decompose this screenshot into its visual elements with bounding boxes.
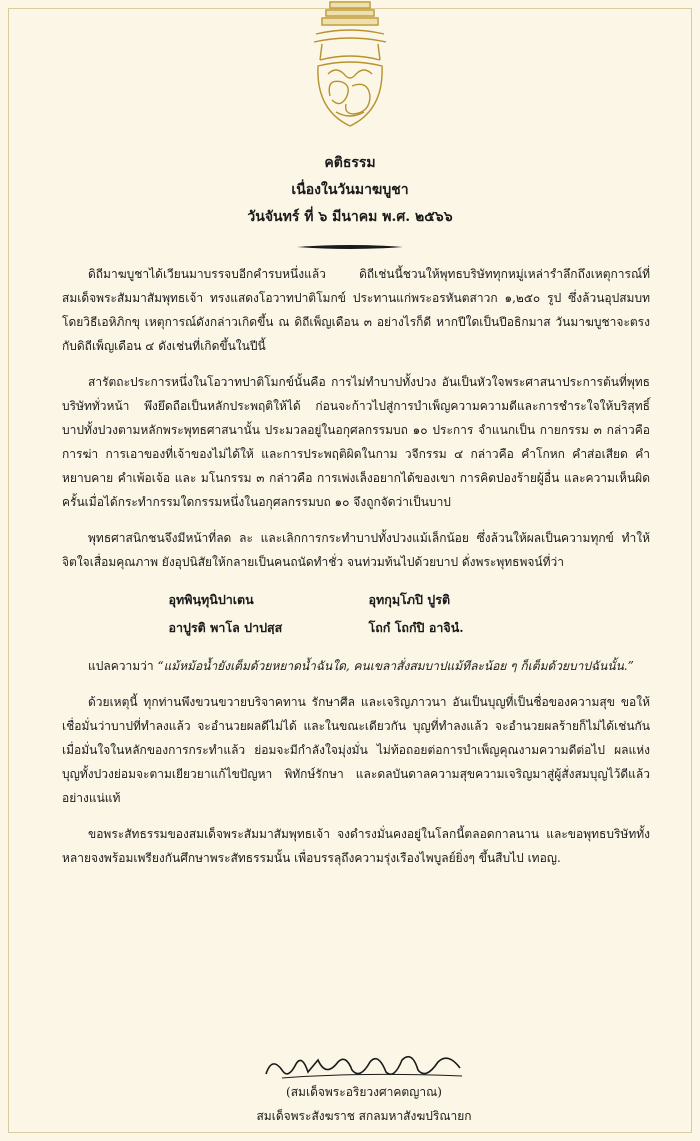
title-occasion: เนื่องในวันมาฆบูชา [291,182,409,198]
paragraph-5: ด้วยเหตุนี้ ทุกท่านพึงขวนขวายบริจาคทาน รักษาศีล และเจริญภาวนา อันเป็นบุญที่เป็นชื่อของความสุข ขอให้เชื่อมั่นว่าบาปที่ทำลงแล้ว จะอำนวยผลดีไม่ได้ และในขณะเดียวกัน บุญที่ทำลงแล้ว จะอำนวยผลร้ายก็ไม่ได้เช่นกัน เมื่อมั่นใจในหลักของการกระทำแล้ว ย่อมจะมีกำลังใจมุ่งมั่น ไม่ท้อถอยต่อการบำเพ็ญคุณงามความดีต่อไป ผลแห่งบุญทั้งปวงย่อมจะตามเยียวยาแก้ไขปัญหา พิทักษ์รักษา และดลบันดาลความสุขความเจริญมาสู่ผู้สั่งสมบุญไว้ดีแล้วอย่างแน่แท้ [62,695,650,805]
pali-verse [62,586,650,642]
verse-line-1 [62,586,650,614]
paragraph-1: ดิถีมาฆบูชาได้เวียนมาบรรจบอีกคำรบหนึ่งแล้ว ดิถีเช่นนี้ชวนให้พุทธบริษัททุกหมู่เหล่ารำลึกถึงเหตุการณ์ที่สมเด็จพระสัมมาสัมพุทธเจ้า ทรงแสดงโอวาทปาติโมกข์ ประทานแก่พระอรหันตสาวก ๑,๒๕๐ รูป ซึ่งล้วนอุปสมบทโดยวิธีเอหิภิกขุ เหตุการณ์ดังกล่าวเกิดขึ้น ณ ดิถีเพ็ญเดือน ๓ อย่างไรก็ดี หากปีใดเป็นปีอธิกมาส วันมาฆบูชาจะตรงกับดิถีเพ็ญเดือน ๔ ดังเช่นที่เกิดขึ้นในปีนี้ [62,267,650,353]
paragraph-translation [62,654,650,678]
verse-line-2b: โถกํ โถกํปิ อาจินํ. [368,620,464,635]
title-heading: คติธรรม [324,155,376,171]
title-date: วันจันทร์ ที่ ๖ มีนาคม พ.ศ. ๒๕๖๖ [247,209,453,225]
ornament-divider-icon [295,242,405,252]
paragraph-6: ขอพระสัทธรรมของสมเด็จพระสัมมาสัมพุทธเจ้า จงดำรงมั่นคงอยู่ในโลกนี้ตลอดกาลนาน และขอพุทธบริษัททั้งหลายจงพร้อมเพรียงกันศึกษาพระสัทธรรมนั้น เพื่อบรรลุถึงความรุ่งเรืองไพบูลย์ยิ่งๆ ขึ้นสืบไป เทอญ. [62,827,650,865]
paragraph-2: สารัตถะประการหนึ่งในโอวาทปาติโมกข์นั้นคือ การไม่ทำบาปทั้งปวง อันเป็นหัวใจพระศาสนาประการต้นที่พุทธบริษัททั่วหน้า พึงยึดถือเป็นหลักประพฤติให้ได้ ก่อนจะก้าวไปสู่การบำเพ็ญความความดีและการชำระใจให้บริสุทธิ์ บาปทั้งปวงตามหลักพระพุทธศาสนานั้น ประมวลอยู่ในอกุศลกรรมบถ ๑๐ ประการ จำแนกเป็น กายกรรม ๓ กล่าวคือการฆ่า การเอาของที่เจ้าของไม่ได้ให้ และการประพฤติผิดในกาม วจีกรรม ๔ กล่าวคือ คำโกหก คำส่อเสียด คำหยาบคาย คำเพ้อเจ้อ และ มโนกรรม ๓ กล่าวคือ การเพ่งเล็งอยากได้ของเขา การคิดปองร้ายผู้อื่น และความเห็นผิด ครั้นเมื่อได้กระทำกรรมใดกรรมหนึ่งในอกุศลกรรมบถ ๑๐ จึงถูกจัดว่าเป็นบาป [62,375,650,509]
handwritten-signature-icon [262,1050,472,1084]
signatory-name: (สมเด็จพระอริยวงศาคตญาณ) [286,1085,442,1099]
translation-prefix: แปลความว่า [88,659,154,673]
document-body [62,262,650,882]
verse-line-1a: อุทพินฺทุนิปาเตน [168,592,254,607]
verse-line-2 [62,614,650,642]
signatory-title: สมเด็จพระสังฆราช สกลมหาสังฆปริณายก [256,1109,472,1123]
verse-line-1b: อุทกุมฺโภปิ ปูรติ [368,592,451,607]
verse-line-2a: อาปูรติ พาโล ปาปสฺส [168,620,283,635]
translation-quote: “แม้หม้อน้ำยังเต็มด้วยหยาดน้ำฉันใด, คนเขลาสั่งสมบาปแม้ทีละน้อย ๆ ก็เต็มด้วยบาปฉันนั้น.” [157,659,634,673]
royal-emblem-icon [306,0,394,132]
paragraph-3: พุทธศาสนิกชนจึงมีหน้าที่ลด ละ และเลิกการกระทำบาปทั้งปวงแม้เล็กน้อย ซึ่งล้วนให้ผลเป็นความทุกข์ ทำให้จิตใจเสื่อมคุณภาพ ยังอุปนิสัยให้กลายเป็นคนถนัดทำชั่ว จนท่วมท้นไปด้วยบาป ดั่งพระพุทธพจน์ที่ว่า [62,531,650,569]
title-block [0,150,700,231]
